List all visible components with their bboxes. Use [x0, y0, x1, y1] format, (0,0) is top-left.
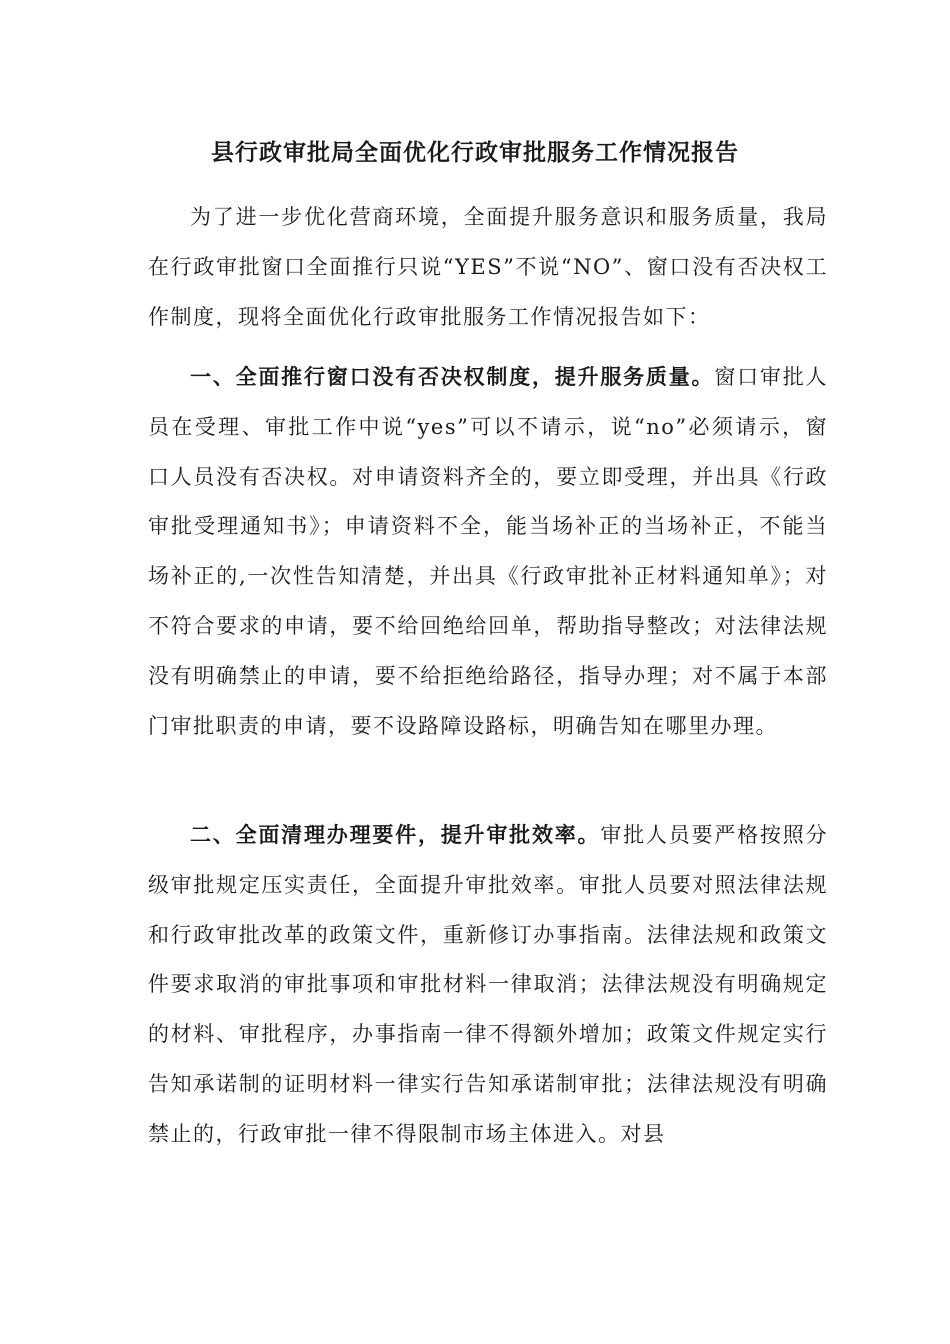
document-title: 县行政审批局全面优化行政审批服务工作情况报告 — [211, 139, 739, 166]
intro-paragraph — [148, 193, 828, 342]
section-one-heading: 一、全面推行窗口没有否决权制度，提升服务质量。 — [190, 364, 715, 389]
section-one-paragraph — [148, 352, 828, 751]
section-one-text: 窗口审批人员在受理、审批工作中说“yes”可以不请示，说“no”必须请示，窗口人员没有否决权。对申请资料齐全的，要立即受理，并出具《行政审批受理通知书》；申请资料不全，能当场补正的当场补正，不能当场补正的,一次性告知清楚，并出具《行政审批补正材料通知单》；对不符合要求的申请，要不给回绝给回单，帮助指导整改；对法律法规没有明确禁止的申请，要不给拒绝给路径，指导办理；对不属于本部门审批职责的申请，要不设路障设路标，明确告知在哪里办理。 — [148, 365, 829, 738]
section-two-paragraph — [148, 810, 828, 1160]
section-two-text: 审批人员要严格按照分级审批规定压实责任，全面提升审批效率。审批人员要对照法律法规和行政审批改革的政策文件，重新修订办事指南。法律法规和政策文件要求取消的审批事项和审批材料一律取消；法律法规没有明确规定的材料、审批程序，办事指南一律不得额外增加；政策文件规定实行告知承诺制的证明材料一律实行告知承诺制审批；法律法规没有明确禁止的，行政审批一律不得限制市场主体进入。对县 — [148, 823, 829, 1146]
intro-paragraph-text: 为了进一步优化营商环境，全面提升服务意识和服务质量，我局在行政审批窗口全面推行只说“YES”不说“NO”、窗口没有否决权工作制度，现将全面优化行政审批服务工作情况报告如下： — [148, 205, 828, 329]
section-two-heading: 二、全面清理办理要件，提升审批效率。 — [190, 822, 601, 847]
